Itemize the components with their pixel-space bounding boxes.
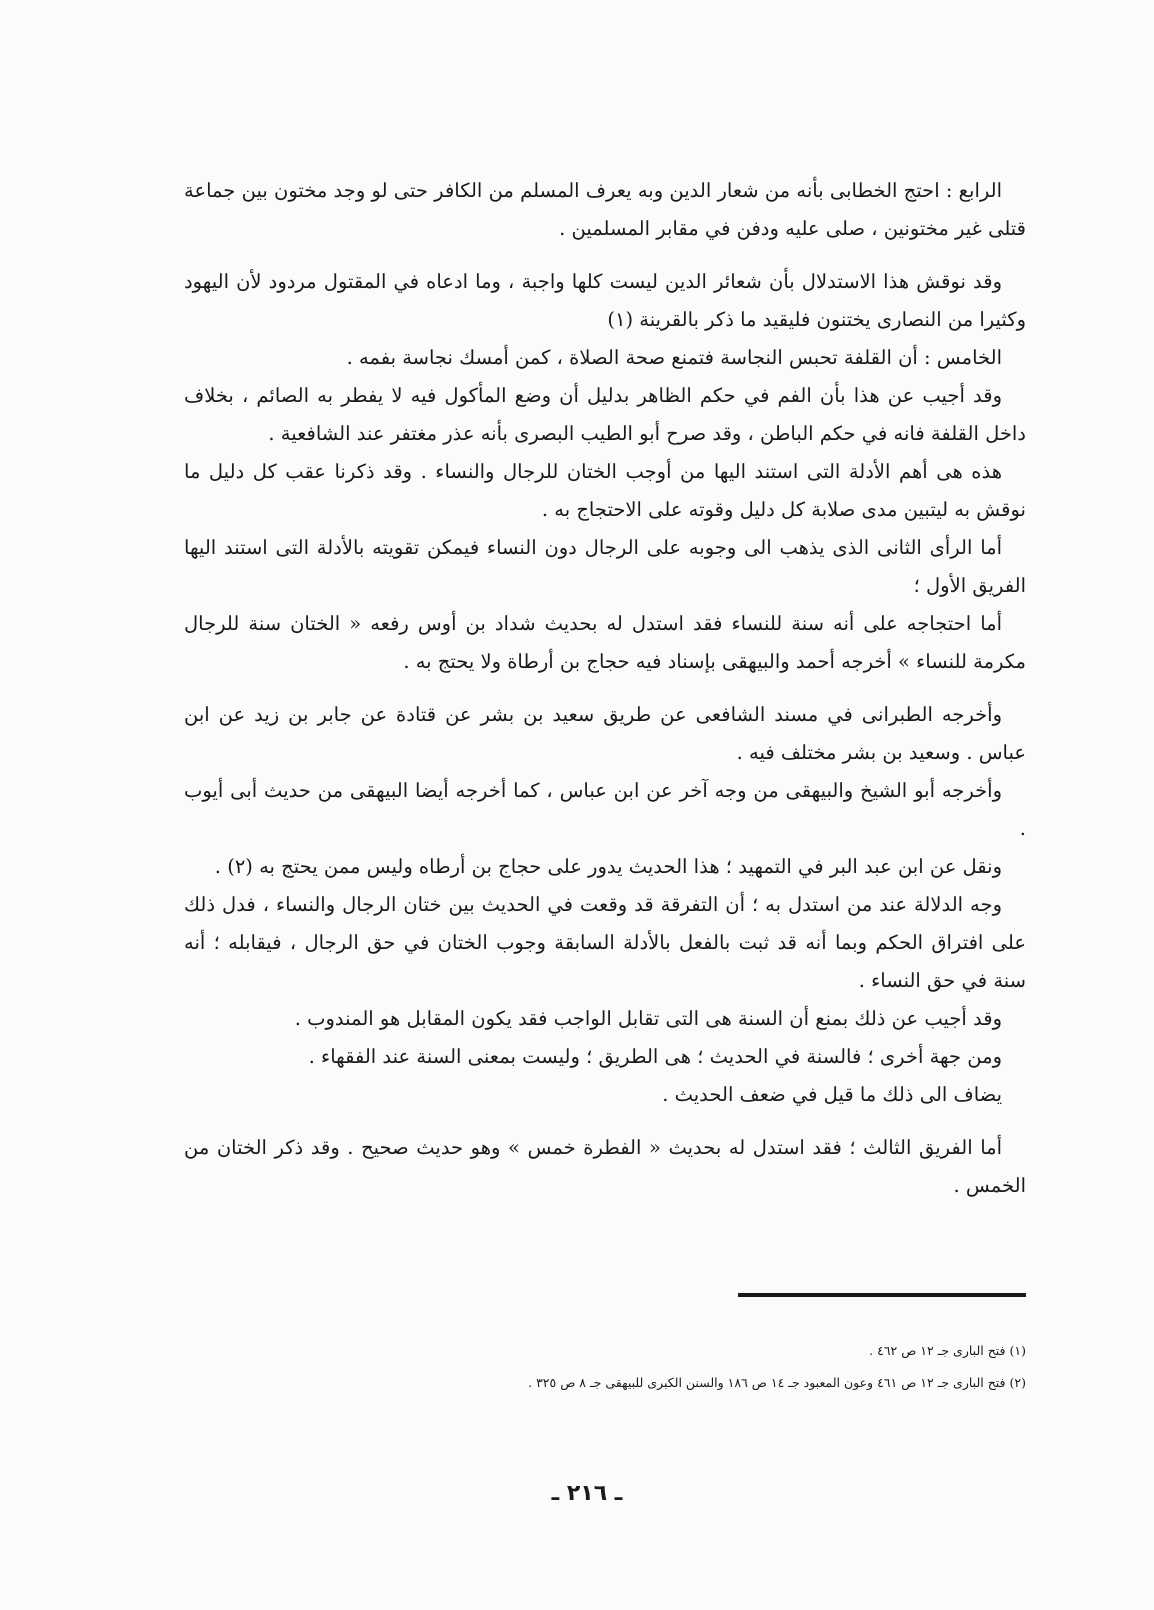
paragraph-13: ومن جهة أخرى ؛ فالسنة في الحديث ؛ هى الطريق ؛ وليست بمعنى السنة عند الفقهاء .	[308, 1045, 1002, 1068]
footnote-1: (١) فتح البارى جـ ١٢ ص ٤٦٢ .	[869, 1343, 1026, 1358]
footnote-divider	[738, 1293, 1026, 1297]
paragraph-14: يضاف الى ذلك ما قيل في ضعف الحديث .	[662, 1083, 1002, 1106]
paragraph-11: وجه الدلالة عند من استدل به ؛ أن التفرقة قد وقعت في الحديث بين ختان الرجال والنساء ، فدل ذلك على افتراق الحكم وبما أنه قد ثبت بالفعل بالأدلة السابقة وجوب الختان في حق الرجال ، فيقابله ؛ أنه سنة في حق النساء .	[184, 893, 1026, 992]
page-number: ـ ٢١٦ ـ	[551, 1481, 623, 1506]
paragraph-3: الخامس : أن القلفة تحبس النجاسة فتمنع صحة الصلاة ، كمن أمسك نجاسة بفمه .	[346, 346, 1002, 369]
paragraph-1: الرابع : احتج الخطابى بأنه من شعار الدين وبه يعرف المسلم من الكافر حتى لو وجد مختون بين جماعة قتلى غير مختونين ، صلى عليه ودفن في مقابر المسلمين .	[184, 179, 1026, 240]
paragraph-15: أما الفريق الثالث ؛ فقد استدل له بحديث « الفطرة خمس » وهو حديث صحيح . وقد ذكر الختان من الخمس .	[184, 1136, 1026, 1197]
paragraph-5: هذه هى أهم الأدلة التى استند اليها من أوجب الختان للرجال والنساء . وقد ذكرنا عقب كل دليل ما نوقش به ليتبين مدى صلابة كل دليل وقوته على الاحتجاج به .	[184, 460, 1026, 521]
paragraph-4: وقد أجيب عن هذا بأن الفم في حكم الظاهر بدليل أن وضع المأكول فيه لا يفطر به الصائم ، بخلاف داخل القلفة فانه في حكم الباطن ، وقد صرح أبو الطيب البصرى بأنه عذر مغتفر عند الشافعية .	[184, 384, 1026, 445]
paragraph-7: أما احتجاجه على أنه سنة للنساء فقد استدل له بحديث شداد بن أوس رفعه « الختان سنة للرجال مكرمة للنساء » أخرجه أحمد والبيهقى بإسناد فيه حجاج بن أرطاة ولا يحتج به .	[184, 612, 1026, 673]
paragraph-10: ونقل عن ابن عبد البر في التمهيد ؛ هذا الحديث يدور على حجاج بن أرطاه وليس ممن يحتج به (٢) .	[214, 855, 1002, 878]
paragraph-9: وأخرجه أبو الشيخ والبيهقى من وجه آخر عن ابن عباس ، كما أخرجه أيضا البيهقى من حديث أبى أيوب .	[184, 779, 1026, 840]
paragraph-8: وأخرجه الطبرانى في مسند الشافعى عن طريق سعيد بن بشر عن قتادة عن جابر بن زيد عن ابن عباس . وسعيد بن بشر مختلف فيه .	[184, 703, 1026, 764]
paragraph-2: وقد نوقش هذا الاستدلال بأن شعائر الدين ليست كلها واجبة ، وما ادعاه في المقتول مردود لأن اليهود وكثيرا من النصارى يختنون فليقيد ما ذكر بالقرينة (١)	[184, 270, 1026, 331]
main-text	[184, 172, 1026, 1205]
paragraph-6: أما الرأى الثانى الذى يذهب الى وجوبه على الرجال دون النساء فيمكن تقويته بالأدلة التى استند اليها الفريق الأول ؛	[184, 536, 1026, 597]
paragraph-12: وقد أجيب عن ذلك بمنع أن السنة هى التى تقابل الواجب فقد يكون المقابل هو المندوب .	[294, 1007, 1002, 1030]
footnote-2: (٢) فتح البارى جـ ١٢ ص ٤٦١ وعون المعبود جـ ١٤ ص ١٨٦ والسنن الكبرى للبيهقى جـ ٨ ص ٣٢٥ .	[528, 1375, 1026, 1390]
footnotes	[380, 1335, 1026, 1399]
